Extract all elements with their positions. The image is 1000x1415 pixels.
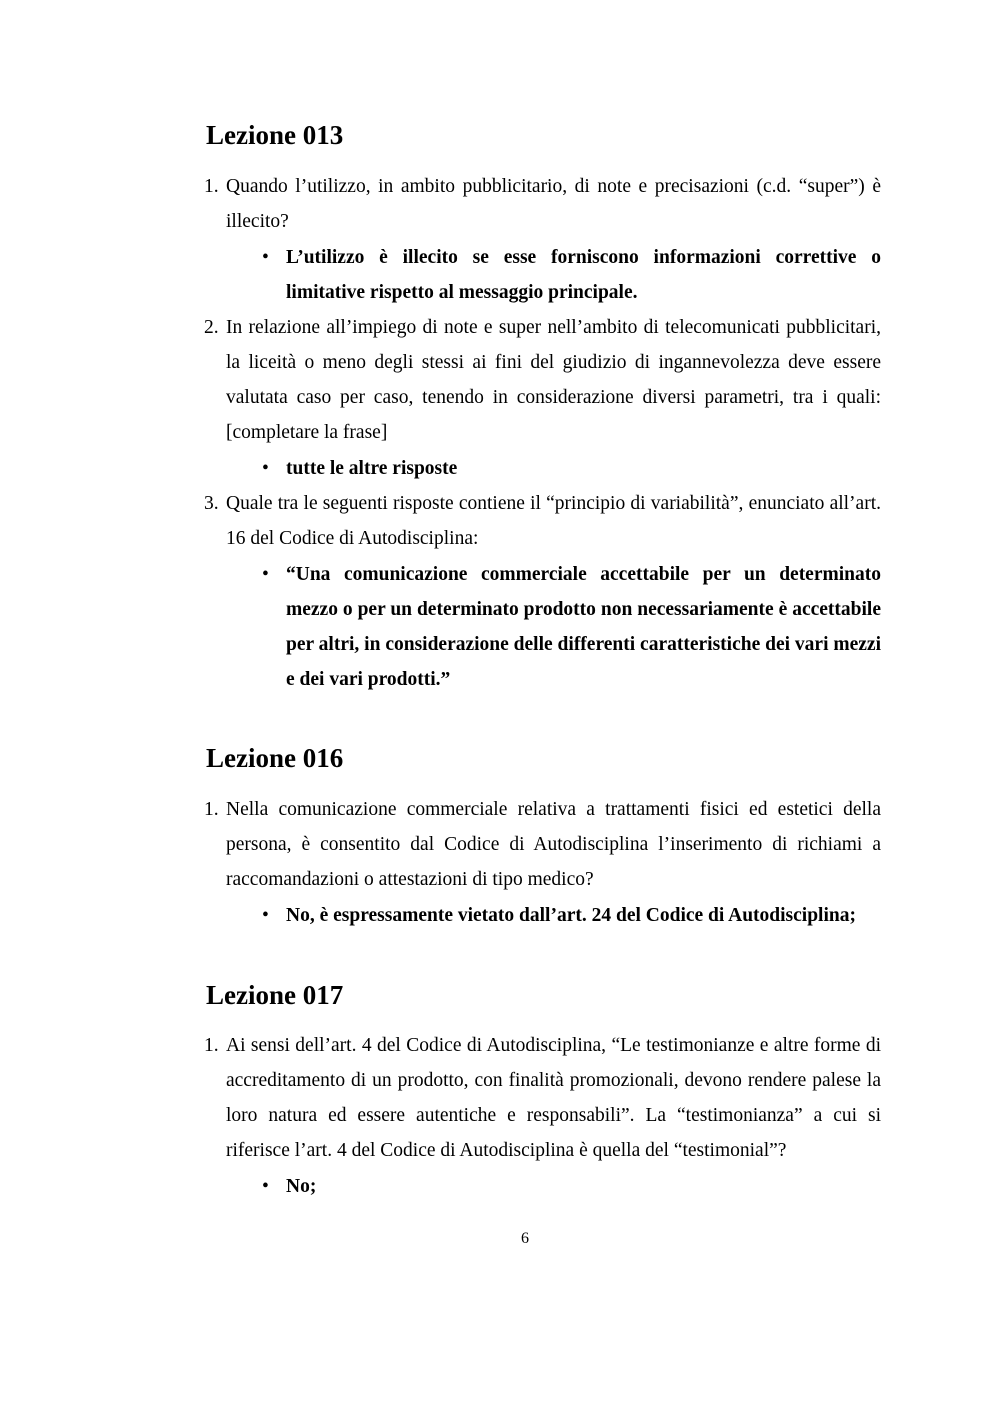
answer-text: “Una comunicazione commerciale accettabile per un determinato mezzo o per un determinato prodotto non necessariamente è accettabile per altri, in considerazione delle differenti caratteristiche dei vari mezzi e dei vari prodotti.” xyxy=(286,564,881,690)
answer-text: tutte le altre risposte xyxy=(286,458,458,479)
lesson-title: Lezione 017 xyxy=(206,980,344,1010)
question-text: Quando l’utilizzo, in ambito pubblicitario, di note e precisazioni (c.d. “super”) è illecito? xyxy=(226,176,881,232)
question-number: 1. xyxy=(204,799,219,820)
bullet-icon: • xyxy=(262,564,269,585)
answer-item xyxy=(262,1169,881,1204)
bullet-icon: • xyxy=(262,1176,269,1197)
question-item xyxy=(204,169,881,239)
question-number: 3. xyxy=(204,493,219,514)
lesson-title: Lezione 013 xyxy=(206,120,344,150)
page-number: 6 xyxy=(521,1230,529,1247)
question-number: 2. xyxy=(204,317,219,338)
question-number: 1. xyxy=(204,176,219,197)
question-text: Nella comunicazione commerciale relativa a trattamenti fisici ed estetici della persona, è consentito dal Codice di Autodisciplina l’inserimento di richiami a raccomandazioni o attestazioni di tipo medico? xyxy=(226,799,881,890)
question-item xyxy=(204,310,881,450)
bullet-icon: • xyxy=(262,247,269,268)
answer-item xyxy=(262,240,881,310)
question-item xyxy=(204,1028,881,1168)
answer-text: L’utilizzo è illecito se esse forniscono informazioni correttive o limitative rispetto al messaggio principale. xyxy=(286,247,881,303)
answer-item xyxy=(262,557,881,697)
bullet-icon: • xyxy=(262,905,269,926)
question-text: Ai sensi dell’art. 4 del Codice di Autodisciplina, “Le testimonianze e altre forme di accreditamento di un prodotto, con finalità promozionali, devono rendere palese la loro natura ed essere autentiche e responsabili”. La “testimonianza” a cui si riferisce l’art. 4 del Codice di Autodisciplina è quella del “testimonial”? xyxy=(226,1035,881,1161)
question-item xyxy=(204,792,881,897)
question-text: Quale tra le seguenti risposte contiene il “principio di variabilità”, enunciato all’art. 16 del Codice di Autodisciplina: xyxy=(226,493,881,549)
lesson-title: Lezione 016 xyxy=(206,743,344,773)
answer-text: No, è espressamente vietato dall’art. 24 del Codice di Autodisciplina; xyxy=(286,905,856,926)
question-number: 1. xyxy=(204,1035,219,1056)
answer-item xyxy=(262,451,881,486)
bullet-icon: • xyxy=(262,458,269,479)
question-item xyxy=(204,486,881,556)
question-text: In relazione all’impiego di note e super nell’ambito di telecomunicati pubblicitari, la liceità o meno degli stessi ai fini del giudizio di ingannevolezza deve essere valutata caso per caso, tenendo in considerazione diversi parametri, tra i quali: [completare la frase] xyxy=(226,317,881,443)
answer-text: No; xyxy=(286,1176,317,1197)
answer-item xyxy=(262,898,881,933)
